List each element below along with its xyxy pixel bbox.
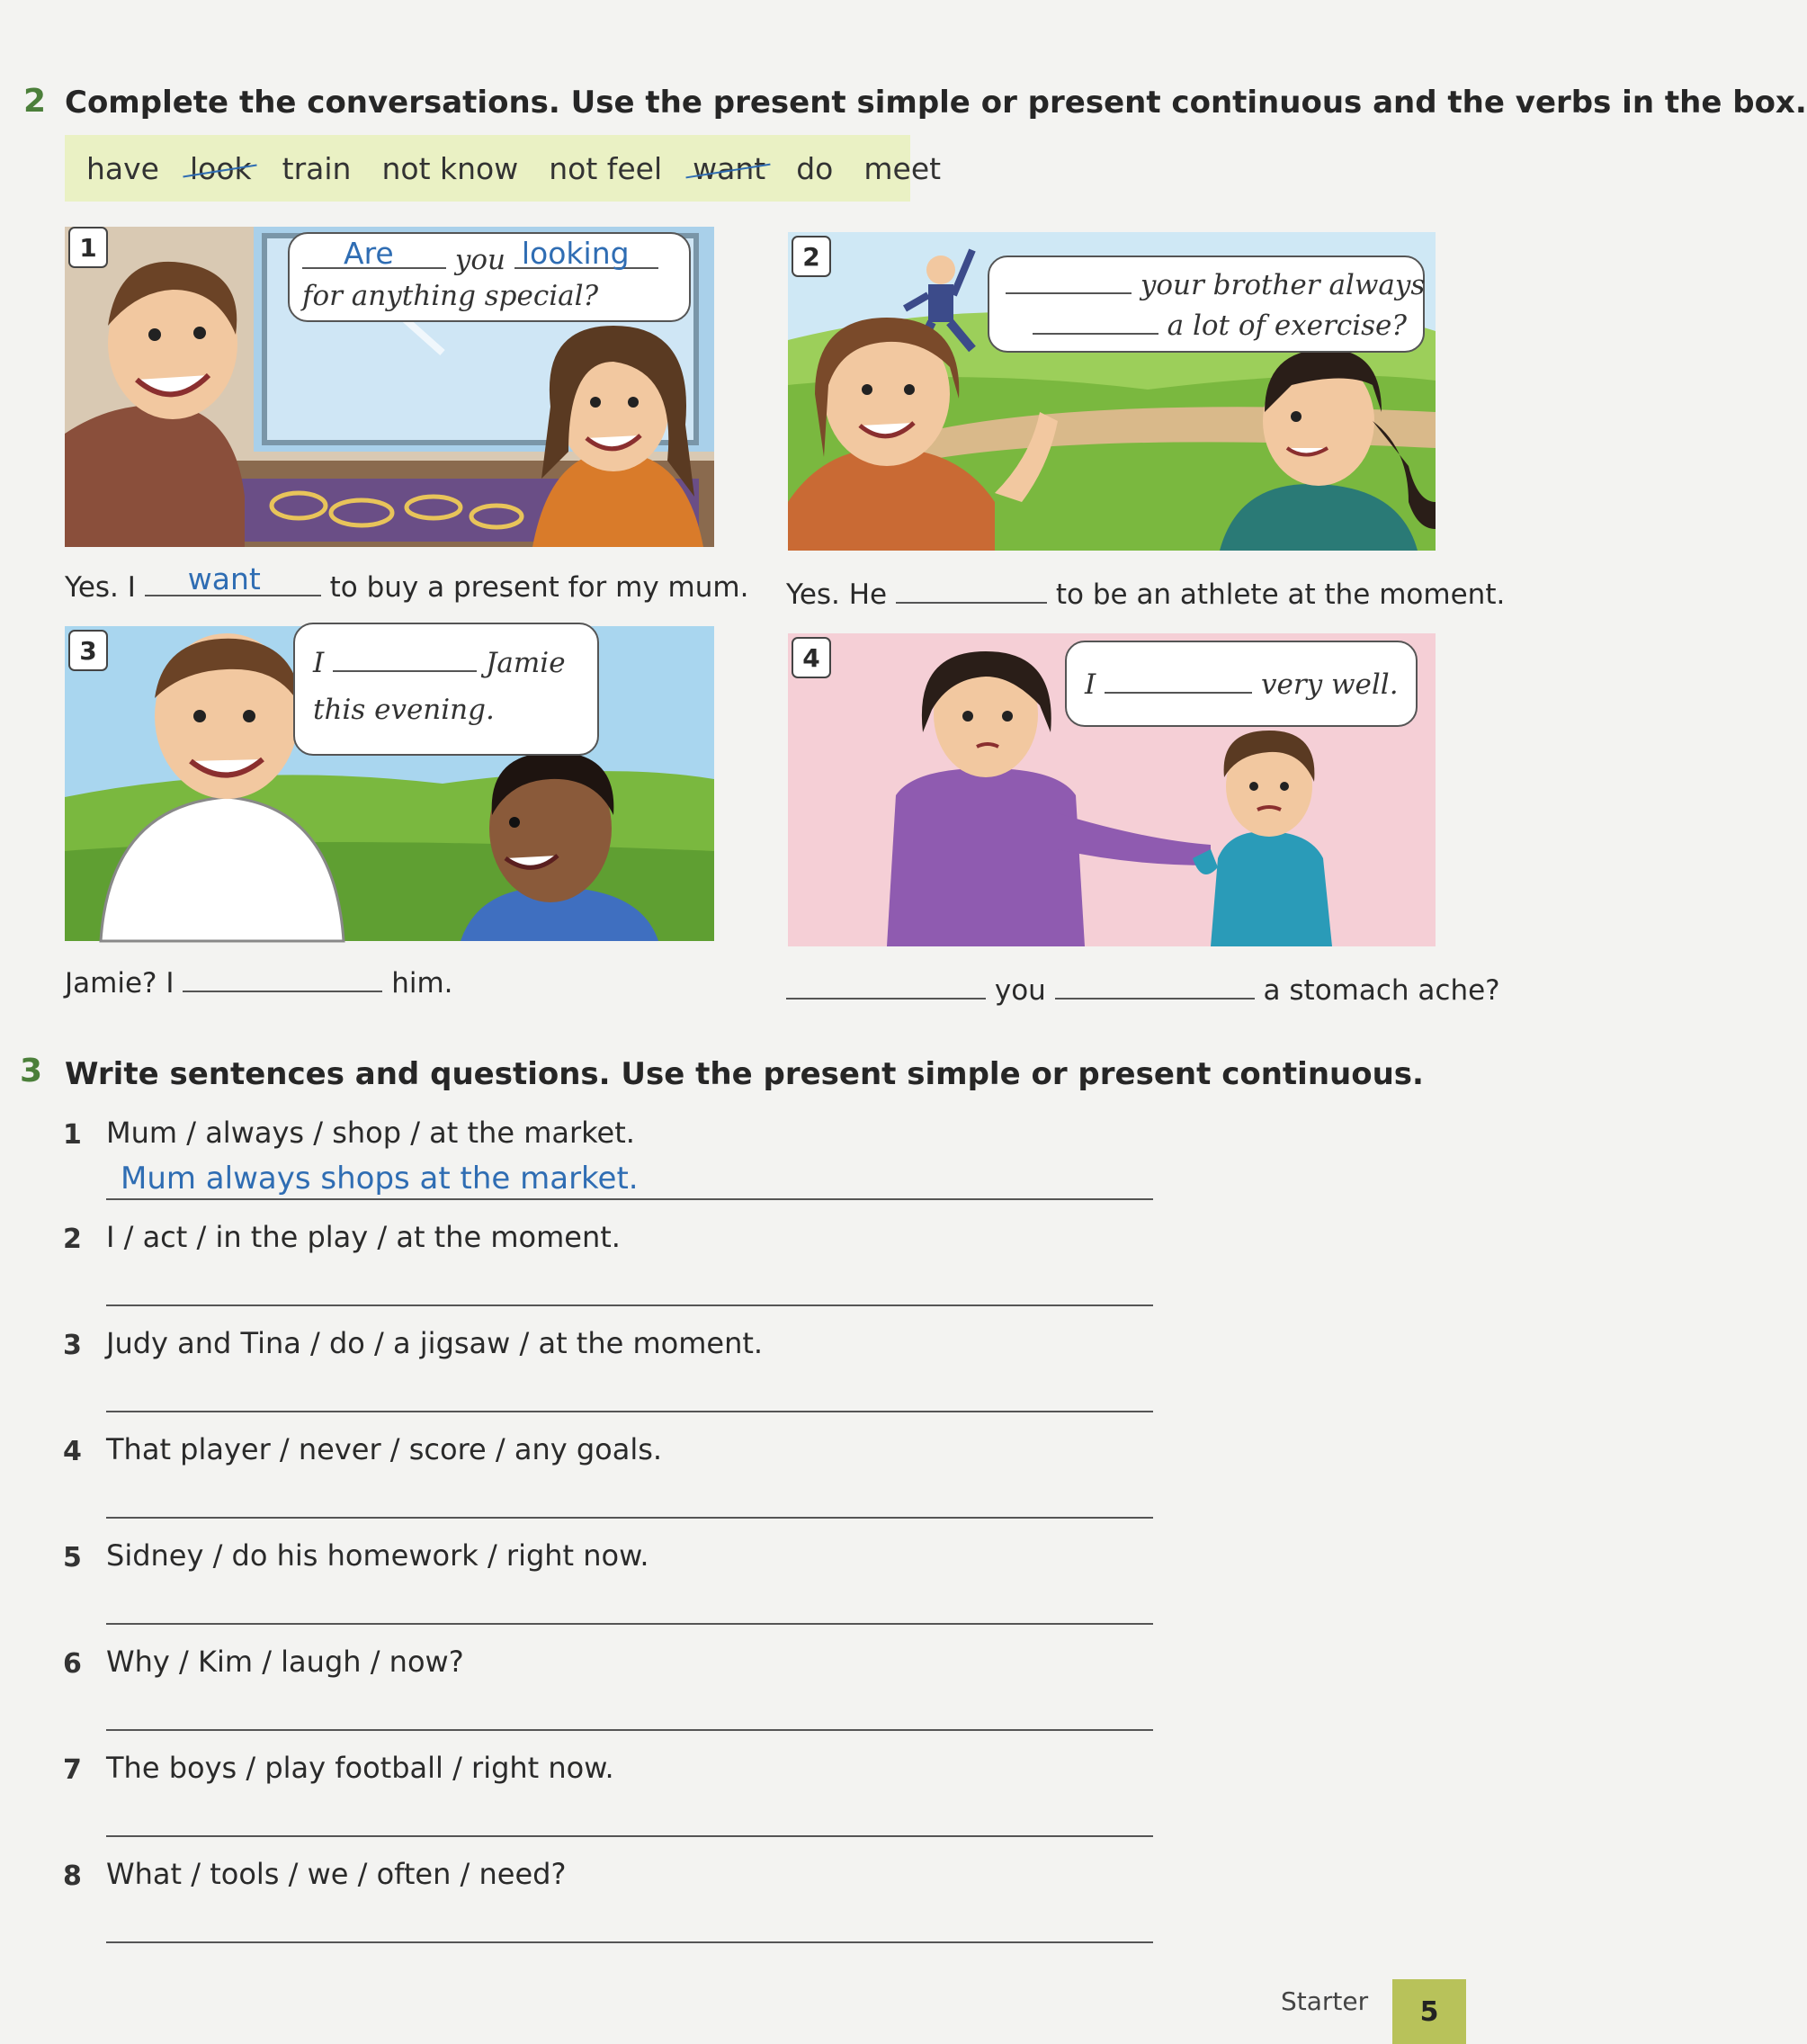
word-box-item-crossed: want <box>693 150 766 186</box>
item-prompt: What / tools / we / often / need? <box>106 1857 567 1891</box>
panel-2-speech-bubble <box>988 256 1425 353</box>
panel-4-speech-bubble <box>1065 641 1418 727</box>
word-box-item: train <box>282 150 352 186</box>
answer-line[interactable] <box>106 1517 1153 1519</box>
answer-line[interactable] <box>106 1198 1153 1200</box>
panel-1-bubble-line-2: for anything special? <box>302 280 599 312</box>
panel-3-bubble-pre: I <box>313 647 325 679</box>
panel-2-caption-pre: Yes. He <box>786 578 888 611</box>
word-box-item: not feel <box>549 150 663 186</box>
exercise-3-title: Write sentences and questions. Use the present simple or present continuous. <box>65 1056 1424 1092</box>
page-number: 5 <box>1392 1979 1466 2044</box>
panel-2-caption <box>786 574 1505 611</box>
item-prompt: The boys / play football / right now. <box>106 1751 614 1785</box>
answer-line[interactable] <box>106 1835 1153 1837</box>
item-number: 3 <box>63 1330 82 1361</box>
word-box-item: meet <box>863 150 942 186</box>
answer-line[interactable] <box>106 1941 1153 1943</box>
item-answer: Mum always shops at the market. <box>121 1161 639 1197</box>
panel-3-caption-post: him. <box>391 967 453 1000</box>
word-box-item: do <box>796 150 834 186</box>
item-number: 4 <box>63 1436 82 1467</box>
panel-3-speech-bubble <box>293 623 599 756</box>
item-prompt: Judy and Tina / do / a jigsaw / at the moment. <box>106 1326 764 1360</box>
panel-4-bubble-pre: I <box>1085 668 1096 701</box>
panel-1-answer-1: Are <box>344 236 394 271</box>
item-number: 1 <box>63 1119 82 1151</box>
panel-2-bubble-line-1: your brother always <box>1140 269 1426 301</box>
item-number: 8 <box>63 1860 82 1892</box>
exercise-2-number: 2 <box>23 83 47 120</box>
panel-2-bubble-line-2: a lot of exercise? <box>1167 309 1407 342</box>
item-prompt: Mum / always / shop / at the market. <box>106 1116 635 1150</box>
panel-1-number: 1 <box>68 227 108 268</box>
panel-4-number: 4 <box>792 637 831 678</box>
panel-1-speech-bubble <box>288 232 691 322</box>
panel-4-bubble-post: very well. <box>1260 668 1399 701</box>
panel-3-caption-pre: Jamie? I <box>65 967 174 1000</box>
item-prompt: I / act / in the play / at the moment. <box>106 1220 621 1254</box>
item-number: 5 <box>63 1542 82 1573</box>
exercise-2-title: Complete the conversations. Use the present simple or present continuous and the verbs in the box. <box>65 85 1807 121</box>
panel-1-bubble-you: you <box>454 244 506 276</box>
panel-4-caption-mid: you <box>994 974 1046 1007</box>
panel-3-bubble-post: Jamie <box>485 647 566 679</box>
answer-line[interactable] <box>106 1411 1153 1412</box>
panel-1-answer-2: looking <box>521 236 630 271</box>
panel-4-caption <box>786 970 1500 1007</box>
item-number: 2 <box>63 1224 82 1255</box>
panel-1-caption-post: to buy a present for my mum. <box>329 571 749 604</box>
word-box-item: not know <box>381 150 519 186</box>
item-prompt: That player / never / score / any goals. <box>106 1432 663 1466</box>
panel-3-bubble-line-2: this evening. <box>313 694 495 726</box>
item-prompt: Why / Kim / laugh / now? <box>106 1645 464 1679</box>
footer-unit-label: Starter <box>1281 1986 1369 2016</box>
word-box <box>65 135 942 202</box>
panel-3-number: 3 <box>68 630 108 671</box>
word-box-item: have <box>86 150 159 186</box>
word-box-item-crossed: look <box>189 150 252 186</box>
panel-1-caption-pre: Yes. I <box>65 571 136 604</box>
panel-1-caption <box>65 561 749 604</box>
panel-4-caption-post: a stomach ache? <box>1263 974 1500 1007</box>
panel-1-caption-answer: want <box>187 561 261 596</box>
panel-2-caption-post: to be an athlete at the moment. <box>1055 578 1506 611</box>
answer-line[interactable] <box>106 1729 1153 1731</box>
answer-line[interactable] <box>106 1304 1153 1306</box>
panel-2-number: 2 <box>792 236 831 277</box>
item-prompt: Sidney / do his homework / right now. <box>106 1538 649 1573</box>
exercise-3-number: 3 <box>20 1053 43 1089</box>
item-number: 6 <box>63 1648 82 1680</box>
panel-3-caption <box>65 963 453 1000</box>
item-number: 7 <box>63 1754 82 1786</box>
answer-line[interactable] <box>106 1623 1153 1625</box>
